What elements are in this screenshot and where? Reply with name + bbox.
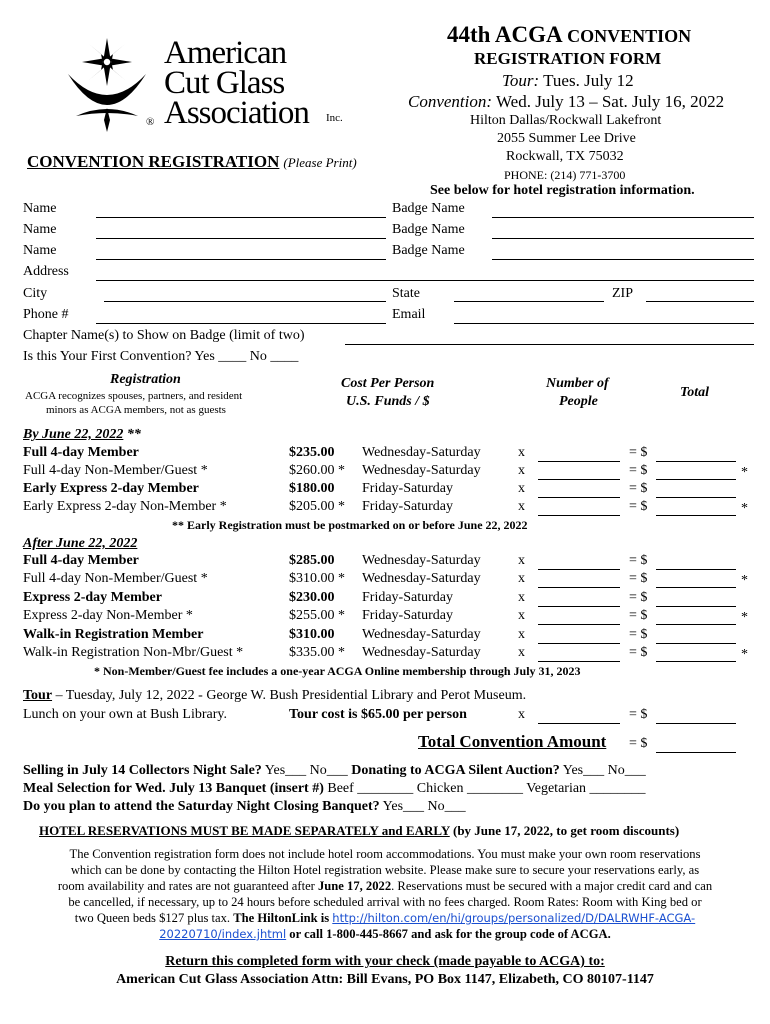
convention-registration-heading [27,152,357,172]
hilton-link-part-2[interactable]: 20220710/index.jhtml [159,927,287,941]
row-total-field[interactable] [656,461,736,462]
early-heading-stars: ** [123,427,141,442]
early-heading [23,427,141,443]
equals-dollar: = $ [629,645,648,660]
tour-total-field[interactable] [656,723,736,724]
equals-dollar: = $ [629,627,648,642]
row-total-field[interactable] [656,497,736,498]
hotel-text-3c: . Reservations must be secured with a major credit card and can [391,879,713,893]
row-total-field[interactable] [656,515,736,516]
badge-name-field-2[interactable] [492,238,754,239]
name-field-2[interactable] [96,238,386,239]
zip-label: ZIP [612,286,633,301]
chapter-field[interactable] [345,344,754,345]
tour-description: – Tuesday, July 12, 2022 - George W. Bush Presidential Library and Perot Museum. [52,688,527,703]
people-header-2: People [559,394,598,409]
collectors-silent-auction-question [23,763,646,779]
times-sign: x [518,499,525,514]
closing-banquet-question [23,799,466,815]
badge-name-field-3[interactable] [492,259,754,260]
equals-dollar: = $ [629,608,648,623]
convention-date-value: Wed. July 13 – Sat. July 16, 2022 [496,92,725,111]
early-row-2 [0,481,770,499]
early-row-3 [0,499,770,517]
days: Friday-Saturday [362,608,453,623]
phone-label: Phone # [23,307,69,322]
hotel-text-3a: room availability and rates are not guaranteed after [57,879,318,893]
hotel-text-4: be cancelled, if necessary, up to 24 hours before scheduled arrival with no fees charged. Room Rates: Room with King bed or [68,895,702,909]
price: $255.00 * [289,608,345,623]
form-title: REGISTRATION FORM [474,49,662,68]
silent-auction-question: Donating to ACGA Silent Auction? [351,763,560,778]
row-total-field[interactable] [656,643,736,644]
times-sign: x [518,481,525,496]
guest-footnote-star: * [741,610,748,625]
price: $260.00 * [289,463,345,478]
hotel-text-1: The Convention registration form does not include hotel room accommodations. You must make your own room reservations [69,847,701,861]
people-count-field[interactable] [538,479,620,480]
hotel-heading-note: (by June 17, 2022, to get room discounts) [449,823,680,838]
zip-field[interactable] [646,301,754,302]
total-header: Total [680,385,710,400]
logo-line-cut-glass: Cut Glass [164,65,285,101]
days: Wednesday-Saturday [362,645,481,660]
late-heading: After June 22, 2022 [23,536,138,551]
cut-glass-star-icon [62,36,155,132]
email-field[interactable] [454,323,754,324]
price: $230.00 [289,590,335,605]
logo-line-association: Association [164,95,309,131]
tour-cost: Tour cost is $65.00 per person [289,707,467,722]
hotel-rate-text: two Queen beds $127 plus tax. [74,911,234,925]
people-count-field[interactable] [538,515,620,516]
acga-logo [62,36,352,136]
cost-header-2: U.S. Funds / $ [346,394,430,409]
times-sign: x [518,445,525,460]
tour-people-field[interactable] [538,723,620,724]
equals-dollar: = $ [629,463,648,478]
address-label: Address [23,264,69,279]
late-row-3 [0,608,770,626]
equals-dollar: = $ [629,553,648,568]
registration-note-1: ACGA recognizes spouses, partners, and resident [25,390,243,402]
times-sign: x [518,553,525,568]
hotel-text-3 [0,878,770,894]
row-total-field[interactable] [656,569,736,570]
times-sign: x [518,645,525,660]
tour-label: Tour [23,688,53,703]
hotel-note: See below for hotel registration information. [430,183,695,198]
times-sign: x [518,627,525,642]
registration-type: Walk-in Registration Member [23,627,204,642]
price: $310.00 * [289,571,345,586]
days: Wednesday-Saturday [362,553,481,568]
registration-type: Full 4-day Member [23,445,139,460]
meal-selection-label: Meal Selection for Wed. July 13 Banquet (insert #) [23,781,324,796]
hilton-link-label: The HiltonLink is [233,911,333,925]
people-count-field[interactable] [538,497,620,498]
badge-name-label-3: Badge Name [392,243,465,258]
cost-header-1: Cost Per Person [341,376,435,391]
days: Friday-Saturday [362,481,453,496]
late-row-0 [0,553,770,571]
meal-selection-question [23,781,646,797]
days: Wednesday-Saturday [362,445,481,460]
times-sign: x [518,590,525,605]
hotel-paragraph [0,846,770,942]
early-row-1 [0,463,770,481]
city-field[interactable] [104,301,386,302]
times-sign: x [518,608,525,623]
equals-dollar: = $ [629,590,648,605]
row-total-field[interactable] [656,587,736,588]
times-sign: x [518,463,525,478]
people-count-field[interactable] [538,643,620,644]
people-count-field[interactable] [538,661,620,662]
logo-registered-mark: ® [146,116,155,128]
registration-type: Early Express 2-day Non-Member * [23,499,227,514]
total-amount-field[interactable] [656,752,736,753]
equals-dollar: = $ [629,445,648,460]
state-label: State [392,286,420,301]
days: Wednesday-Saturday [362,463,481,478]
registration-type: Full 4-day Non-Member/Guest * [23,463,208,478]
state-field[interactable] [454,301,604,302]
days: Friday-Saturday [362,499,453,514]
address-field[interactable] [96,280,754,281]
section-title: CONVENTION REGISTRATION [27,152,280,171]
guest-footnote-star: * [741,465,748,480]
hotel-text-5 [0,910,770,926]
collectors-night-answer[interactable]: Yes___ No___ [261,763,352,778]
meal-selection-options[interactable]: Beef ________ Chicken ________ Vegetarian ________ [323,781,646,796]
row-total-field[interactable] [656,661,736,662]
logo-line-american: American [164,35,287,71]
badge-name-field-1[interactable] [492,217,754,218]
convention-date-label: Convention: [408,92,493,111]
email-label: Email [392,307,426,322]
people-header-1: Number of [546,376,609,391]
early-registration-note: ** Early Registration must be postmarked on or before June 22, 2022 [172,518,528,532]
tour-date-value: Tues. July 12 [543,71,634,90]
hilton-link-part-1[interactable]: http://hilton.com/en/hi/groups/personalized/D/DALRWHF-ACGA- [332,911,696,925]
hotel-name: Hilton Dallas/Rockwall Lakefront [470,113,662,128]
logo-inc: Inc. [326,112,343,124]
event-title-suffix: CONVENTION [567,26,692,46]
name-field-1[interactable] [96,217,386,218]
late-row-4 [0,627,770,645]
hotel-text-6 [0,926,770,942]
registration-type: Early Express 2-day Member [23,481,199,496]
hotel-street: 2055 Summer Lee Drive [497,131,636,146]
event-title-main: 44th ACGA [447,22,562,47]
chapter-label: Chapter Name(s) to Show on Badge (limit of two) [23,328,305,343]
registration-note-2: minors as ACGA members, not as guests [46,404,226,416]
collectors-night-question: Selling in July 14 Collectors Night Sale? [23,763,262,778]
people-count-field[interactable] [538,606,620,607]
guest-footnote-star: * [741,573,748,588]
late-row-1 [0,571,770,589]
closing-banquet-answer[interactable]: Yes___ No___ [379,799,466,814]
early-row-0 [0,445,770,463]
early-heading-date: By June 22, 2022 [23,427,124,442]
registration-type: Full 4-day Member [23,553,139,568]
first-convention-question: Is this Your First Convention? Yes ____ No ____ [23,349,299,364]
closing-banquet-label: Do you plan to attend the Saturday Night Closing Banquet? [23,799,380,814]
hotel-heading-text: HOTEL RESERVATIONS MUST BE MADE SEPARATELY and EARLY [39,823,450,838]
name-label-3: Name [23,243,57,258]
guest-footnote-star: * [741,647,748,662]
hotel-heading [39,823,679,839]
days: Wednesday-Saturday [362,627,481,642]
badge-name-label-2: Badge Name [392,222,465,237]
tour-lunch: Lunch on your own at Bush Library. [23,707,227,722]
late-row-5 [0,645,770,663]
section-title-note: (Please Print) [283,155,357,170]
city-label: City [23,286,48,301]
name-label-1: Name [23,201,57,216]
row-total-field[interactable] [656,479,736,480]
tour-date-label: Tour: [502,71,540,90]
registration-type: Express 2-day Non-Member * [23,608,193,623]
badge-name-label-1: Badge Name [392,201,465,216]
registration-header: Registration [110,372,181,387]
price: $205.00 * [289,499,345,514]
total-equals: = $ [629,736,648,751]
times-sign: x [518,571,525,586]
equals-dollar: = $ [629,481,648,496]
tour-equals: = $ [629,707,648,722]
people-count-field[interactable] [538,569,620,570]
event-title [447,22,691,48]
tour-times-sign: x [518,707,525,722]
total-convention-label: Total Convention Amount [418,732,607,751]
price: $335.00 * [289,645,345,660]
hotel-deadline: June 17, 2022 [318,879,392,893]
price: $180.00 [289,481,335,496]
phone-field[interactable] [96,323,386,324]
row-total-field[interactable] [656,606,736,607]
price: $235.00 [289,445,335,460]
row-total-field[interactable] [656,624,736,625]
price: $310.00 [289,627,335,642]
equals-dollar: = $ [629,571,648,586]
logo-wordmark [164,35,309,131]
equals-dollar: = $ [629,499,648,514]
silent-auction-answer[interactable]: Yes___ No___ [559,763,646,778]
days: Friday-Saturday [362,590,453,605]
days: Wednesday-Saturday [362,571,481,586]
people-count-field[interactable] [538,587,620,588]
name-label-2: Name [23,222,57,237]
registration-type: Walk-in Registration Non-Mbr/Guest * [23,645,244,660]
hotel-call-text: or call 1-800-445-8667 and ask for the group code of ACGA. [286,927,611,941]
mailing-address: American Cut Glass Association Attn: Bill Evans, PO Box 1147, Elizabeth, CO 80107-1147 [116,972,654,987]
name-field-3[interactable] [96,259,386,260]
people-count-field[interactable] [538,461,620,462]
tour-date-line [502,71,634,91]
people-count-field[interactable] [538,624,620,625]
late-row-2 [0,590,770,608]
price: $285.00 [289,553,335,568]
hotel-phone: PHONE: (214) 771-3700 [504,168,626,182]
non-member-note: * Non-Member/Guest fee includes a one-year ACGA Online membership through July 31, 2023 [94,664,581,678]
registration-type: Full 4-day Non-Member/Guest * [23,571,208,586]
hotel-text-2: which can be done by contacting the Hilton Hotel registration website. Please make sure to secure your reservations early, as [70,863,700,877]
hotel-city: Rockwall, TX 75032 [506,149,624,164]
tour-line [23,688,526,704]
return-instructions: Return this completed form with your check (made payable to ACGA) to: [165,954,605,969]
registration-type: Express 2-day Member [23,590,162,605]
guest-footnote-star: * [741,501,748,516]
convention-date-line [408,92,724,112]
